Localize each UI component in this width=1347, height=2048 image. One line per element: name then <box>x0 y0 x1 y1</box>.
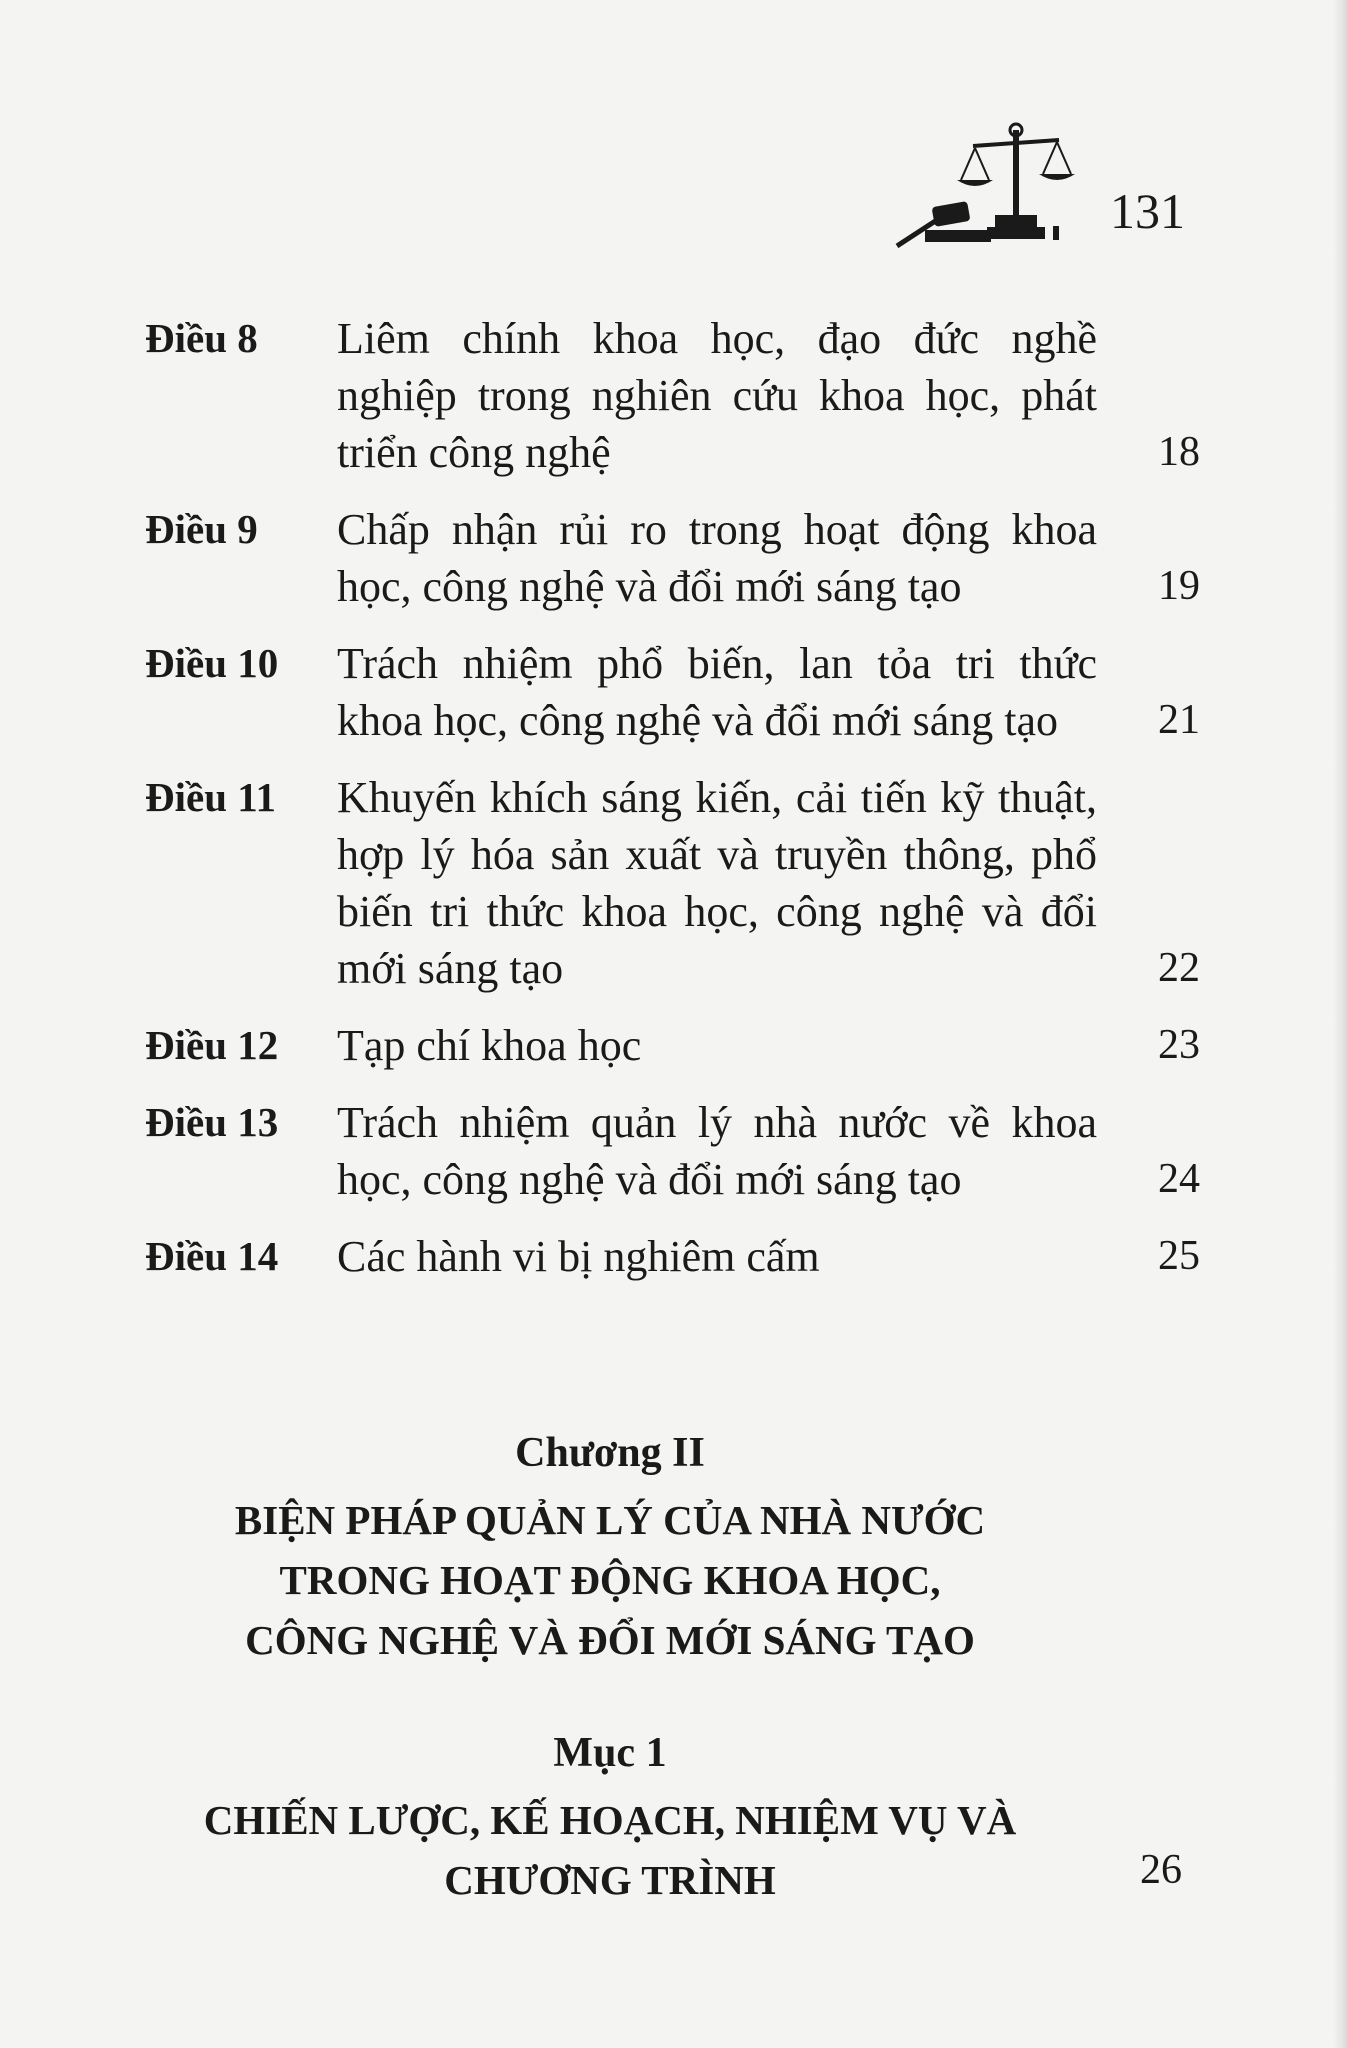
article-title: Khuyến khích sáng kiến, cải tiến kỹ thuật, hợp lý hóa sản xuất và truyền thông, phổ biến tri thức khoa học, công nghệ và đổi mới sáng tạo <box>337 773 1097 993</box>
chapter-label: Chương II <box>515 1430 705 1476</box>
article-title: Trách nhiệm quản lý nhà nước về khoa học, công nghệ và đổi mới sáng tạo <box>337 1098 1097 1204</box>
section-page: 26 <box>1140 1847 1182 1893</box>
section-title-line: CHIẾN LƯỢC, KẾ HOẠCH, NHIỆM VỤ VÀ <box>203 1797 1017 1843</box>
toc-entry <box>145 501 1200 615</box>
section-title-line: CHƯƠNG TRÌNH <box>444 1857 776 1903</box>
article-label: Điều 12 <box>145 1022 279 1068</box>
toc-entry <box>145 310 1200 481</box>
article-page: 21 <box>1158 697 1200 743</box>
toc-entry <box>145 1017 1200 1074</box>
article-page: 24 <box>1158 1156 1200 1202</box>
section-title <box>150 1790 1070 1910</box>
article-title: Chấp nhận rủi ro trong hoạt động khoa học, công nghệ và đổi mới sáng tạo <box>337 505 1097 611</box>
toc-entry <box>145 769 1200 997</box>
page-edge <box>1333 0 1347 2048</box>
chapter-title-line: TRONG HOẠT ĐỘNG KHOA HỌC, <box>279 1557 941 1603</box>
toc-entry <box>145 1228 1200 1285</box>
toc-entry <box>145 635 1200 749</box>
article-page: 18 <box>1158 429 1200 475</box>
article-label: Điều 11 <box>145 774 276 820</box>
article-page: 19 <box>1158 563 1200 609</box>
chapter-title-line: BIỆN PHÁP QUẢN LÝ CỦA NHÀ NƯỚC <box>234 1497 986 1543</box>
article-title: Trách nhiệm phổ biến, lan tỏa tri thức khoa học, công nghệ và đổi mới sáng tạo <box>337 639 1097 745</box>
section-label: Mục 1 <box>553 1730 667 1776</box>
table-of-contents <box>145 310 1200 1305</box>
article-label: Điều 9 <box>145 506 258 552</box>
article-page: 22 <box>1158 945 1200 991</box>
toc-entry <box>145 1094 1200 1208</box>
article-title: Các hành vi bị nghiêm cấm <box>337 1232 820 1281</box>
article-label: Điều 10 <box>145 640 279 686</box>
page-header <box>0 118 1347 248</box>
scales-of-justice-gavel-icon <box>895 118 1095 248</box>
chapter-title-line: CÔNG NGHỆ VÀ ĐỔI MỚI SÁNG TẠO <box>245 1617 975 1663</box>
article-label: Điều 13 <box>145 1099 279 1145</box>
article-page: 25 <box>1158 1233 1200 1279</box>
chapter-title <box>150 1490 1070 1670</box>
page-number: 131 <box>1110 183 1185 239</box>
article-page: 23 <box>1158 1022 1200 1068</box>
article-title: Tạp chí khoa học <box>337 1021 642 1070</box>
article-label: Điều 14 <box>145 1233 279 1279</box>
article-title: Liêm chính khoa học, đạo đức nghề nghiệp trong nghiên cứu khoa học, phát triển công nghệ <box>337 314 1097 477</box>
article-label: Điều 8 <box>145 315 258 361</box>
